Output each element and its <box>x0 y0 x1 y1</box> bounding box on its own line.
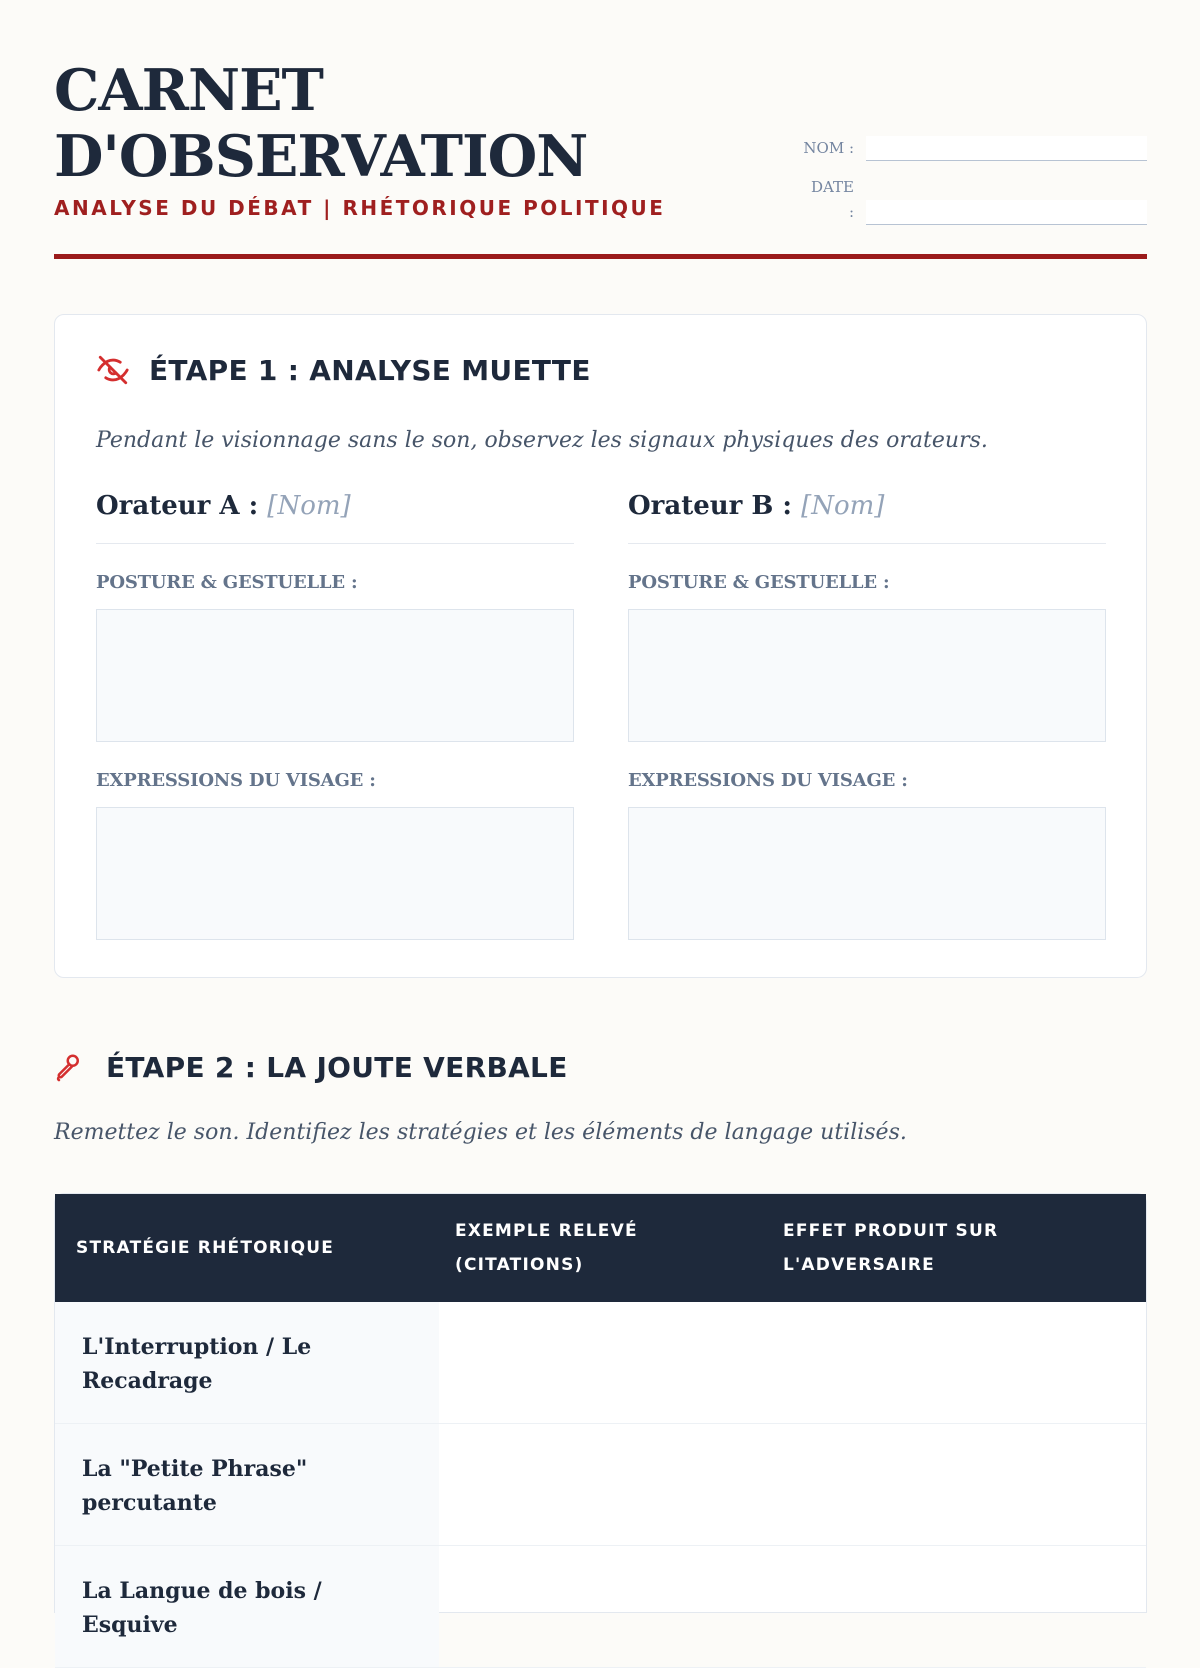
speaker-b-heading <box>628 491 1106 544</box>
speaker-b-posture-box[interactable] <box>628 609 1106 742</box>
rhetoric-table <box>54 1193 1147 1638</box>
strategy-cell: L'Interruption / Le Recadrage <box>55 1302 439 1423</box>
table-header <box>55 1194 1146 1302</box>
speaker-a-column <box>96 491 574 940</box>
speaker-b-label: Orateur B : <box>628 491 793 521</box>
step1-title: ÉTAPE 1 : ANALYSE MUETTE <box>149 353 591 387</box>
step1-intro: Pendant le visionnage sans le son, observez les signaux physiques des orateurs. <box>96 428 988 453</box>
header-effect: EFFET PRODUIT SUR L'ADVERSAIRE <box>783 1221 999 1275</box>
title-line-2: D'OBSERVATION <box>54 123 588 190</box>
effect-cell[interactable] <box>767 1424 1146 1545</box>
date-row <box>802 175 1147 225</box>
speaker-b-name-placeholder[interactable]: [Nom] <box>801 491 885 521</box>
header-divider <box>54 254 1147 259</box>
step1-card <box>54 314 1147 978</box>
name-input[interactable] <box>866 136 1147 161</box>
table-row <box>55 1546 1146 1668</box>
effect-cell[interactable] <box>767 1546 1146 1667</box>
speaker-a-face-label: EXPRESSIONS DU VISAGE : <box>96 770 376 791</box>
name-label: NOM : <box>803 139 854 157</box>
table-row <box>55 1424 1146 1546</box>
effect-cell[interactable] <box>767 1302 1146 1423</box>
example-cell[interactable] <box>439 1546 767 1667</box>
speaker-a-name-placeholder[interactable]: [Nom] <box>267 491 351 521</box>
document-header <box>54 58 1147 262</box>
name-row <box>802 136 1147 161</box>
example-cell[interactable] <box>439 1424 767 1545</box>
date-input[interactable] <box>866 200 1147 225</box>
speaker-a-face-box[interactable] <box>96 807 574 940</box>
strategy-cell: La "Petite Phrase" percutante <box>55 1424 439 1545</box>
speaker-b-posture-label: POSTURE & GESTUELLE : <box>628 572 890 593</box>
speaker-a-label: Orateur A : <box>96 491 259 521</box>
speaker-b-face-box[interactable] <box>628 807 1106 940</box>
step2-heading <box>54 1050 568 1084</box>
microphone-icon <box>54 1050 88 1084</box>
speaker-a-posture-box[interactable] <box>96 609 574 742</box>
document-subtitle: ANALYSE DU DÉBAT | RHÉTORIQUE POLITIQUE <box>54 196 666 220</box>
header-example: EXEMPLE RELEVÉ (CITATIONS) <box>455 1221 638 1275</box>
step2-intro: Remettez le son. Identifiez les stratégies et les éléments de langage utilisés. <box>54 1120 907 1145</box>
example-cell[interactable] <box>439 1302 767 1423</box>
speaker-b-face-label: EXPRESSIONS DU VISAGE : <box>628 770 908 791</box>
strategy-cell: La Langue de bois / Esquive <box>55 1546 439 1667</box>
step2-title: ÉTAPE 2 : LA JOUTE VERBALE <box>106 1050 568 1084</box>
speaker-a-posture-label: POSTURE & GESTUELLE : <box>96 572 358 593</box>
speaker-a-heading <box>96 491 574 544</box>
step1-heading <box>96 353 591 387</box>
title-line-1: CARNET <box>54 57 323 124</box>
speaker-b-column <box>628 491 1106 940</box>
eye-slash-icon <box>96 353 130 387</box>
date-label: DATE : <box>811 178 854 221</box>
header-strategy: STRATÉGIE RHÉTORIQUE <box>76 1238 335 1258</box>
table-row <box>55 1302 1146 1424</box>
student-info-fields <box>802 136 1147 239</box>
